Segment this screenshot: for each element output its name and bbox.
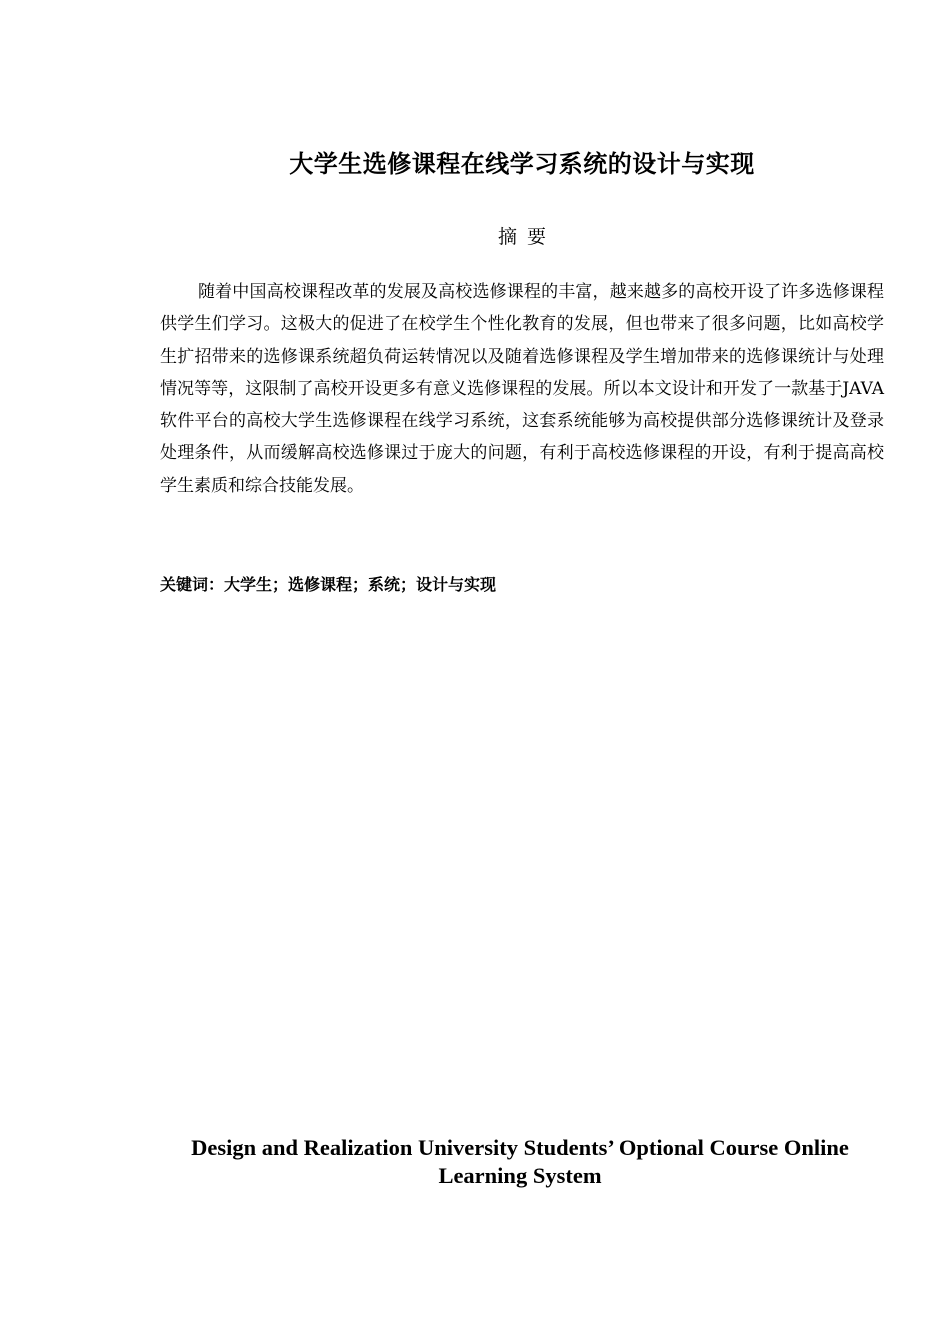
keywords-line: 关键词：大学生；选修课程；系统；设计与实现 bbox=[160, 575, 497, 594]
english-title-line-2: Learning System bbox=[438, 1163, 602, 1188]
chinese-title: 大学生选修课程在线学习系统的设计与实现 bbox=[289, 150, 755, 178]
abstract-heading: 摘要 bbox=[497, 226, 556, 248]
english-title-line-1: Design and Realization University Students’ Optional Course Online bbox=[191, 1135, 849, 1160]
abstract-body: 随着中国高校课程改革的发展及高校选修课程的丰富，越来越多的高校开设了许多选修课程供学生们学习。这极大的促进了在校学生个性化教育的发展，但也带来了很多问题，比如高校学生扩招带来的选修课系统超负荷运转情况以及随着选修课程及学生增加带来的选修课统计与处理情况等等，这限制了高校开设更多有意义选修课程的发展。所以本文设计和开发了一款基于JAVA软件平台的高校大学生选修课程在线学习系统，这套系统能够为高校提供部分选修课统计及登录处理条件，从而缓解高校选修课过于庞大的问题，有利于高校选修课程的开设，有利于提高高校学生素质和综合技能发展。 bbox=[160, 282, 884, 496]
english-title bbox=[150, 1134, 890, 1190]
